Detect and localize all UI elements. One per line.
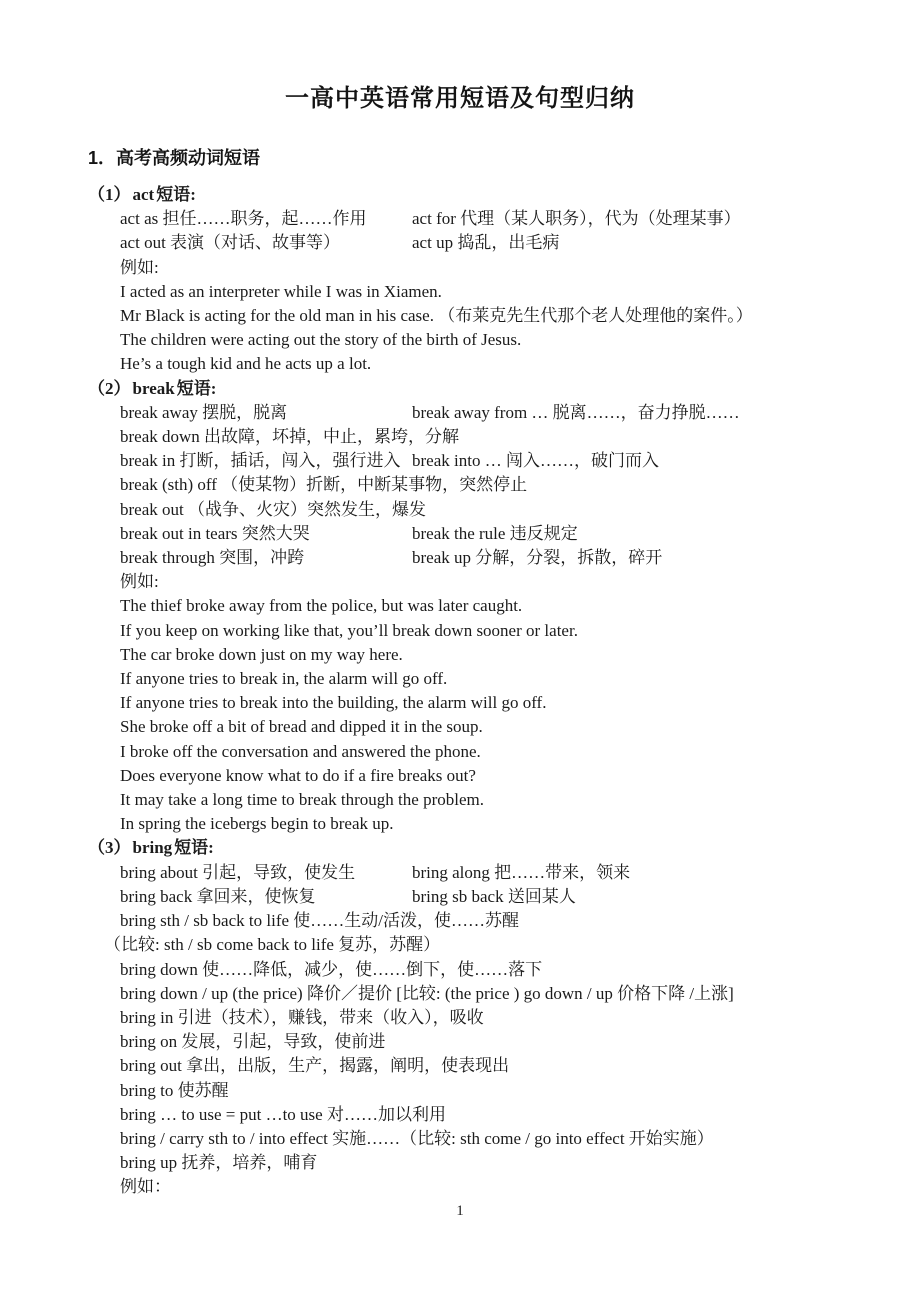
phrase-pair-row	[88, 231, 840, 255]
phrase-left: bring back 拿回来，使恢复	[120, 886, 316, 906]
section-heading: 1．高考高频动词短语	[88, 148, 261, 168]
example-line: The children were acting out the story of the birth of Jesus.	[120, 330, 522, 350]
page-title: 一高中英语常用短语及句型归纳	[285, 85, 635, 112]
phrase-right: act for 代理（某人职务），代为（处理某事）	[412, 209, 741, 229]
phrase-left: break in 打断，插话，闯入，强行进入	[120, 451, 401, 471]
group-verb: break	[132, 378, 175, 398]
phrase-left: break away 摆脱，脱离	[120, 402, 288, 422]
group-suffix: 短语:	[156, 185, 196, 204]
phrase-right: break up 分解，分裂，拆散，碎开	[412, 548, 663, 568]
group-suffix: 短语:	[176, 378, 217, 398]
group-marker: （2）	[88, 378, 131, 398]
examples-label: 例如:	[120, 572, 159, 592]
phrase-right: bring along 把……带来，领来	[412, 862, 631, 882]
phrase-left: bring about 引起，导致，使发生	[120, 862, 356, 882]
example-line: It may take a long time to break through the problem.	[120, 790, 484, 810]
phrase-right: break the rule 违反规定	[412, 523, 578, 543]
phrase-pair-row	[88, 861, 840, 885]
group-marker: （1）	[88, 185, 131, 204]
phrase-group-break	[88, 377, 840, 837]
phrase-line: bring on 发展，引起，导致，使前进	[120, 1032, 386, 1052]
phrase-group-act	[88, 183, 840, 377]
examples-label: 例如:	[120, 257, 159, 277]
phrase-line: bring down / up (the price) 降价／提价 [比较: (the price ) go down / up 价格下降 /上涨]	[120, 983, 734, 1003]
example-line: I broke off the conversation and answered the phone.	[120, 741, 481, 761]
example-line: If anyone tries to break in, the alarm will go off.	[120, 669, 448, 689]
phrase-line: bring in 引进（技术），赚钱，带来（收入），吸收	[120, 1007, 484, 1027]
phrase-right: act up 捣乱，出毛病	[412, 233, 560, 253]
phrase-pair-row	[88, 449, 840, 473]
group-header	[88, 836, 840, 860]
phrase-line: bring out 拿出，出版，生产，揭露，阐明，使表现出	[120, 1056, 510, 1076]
phrase-line: break (sth) off （使某物）折断，中断某事物，突然停止	[120, 475, 528, 495]
phrase-line: bring up 抚养，培养，哺育	[120, 1153, 318, 1173]
phrase-pair-row	[88, 546, 840, 570]
example-line: He’s a tough kid and he acts up a lot.	[120, 354, 372, 374]
phrase-left: break out in tears 突然大哭	[120, 523, 310, 543]
phrase-right: break into … 闯入……，破门而入	[412, 451, 659, 471]
example-line: In spring the icebergs begin to break up.	[120, 814, 394, 834]
phrase-line: bring … to use = put …to use 对……加以利用	[120, 1104, 446, 1124]
phrase-right: bring sb back 送回某人	[412, 886, 576, 906]
group-verb: act	[132, 185, 155, 204]
example-line: Mr Black is acting for the old man in his case. （布莱克先生代那个老人处理他的案件。）	[120, 306, 753, 326]
phrase-line: bring / carry sth to / into effect 实施……（比较: sth come / go into effect 开始实施）	[120, 1128, 714, 1148]
group-header	[88, 183, 840, 207]
phrase-left: break through 突围，冲跨	[120, 548, 305, 568]
phrase-pair-row	[88, 522, 840, 546]
phrase-pair-row	[88, 401, 840, 425]
phrase-left: act as 担任……职务，起……作用	[120, 209, 367, 229]
phrase-line: bring down 使……降低，减少，使……倒下，使……落下	[120, 959, 543, 979]
example-line: She broke off a bit of bread and dipped it in the soup.	[120, 717, 483, 737]
group-header	[88, 377, 840, 401]
document-body	[88, 183, 840, 1200]
group-verb: bring	[132, 838, 173, 858]
note-line: （比较: sth / sb come back to life 复苏，苏醒）	[104, 935, 441, 955]
example-line: I acted as an interpreter while I was in Xiamen.	[120, 281, 442, 301]
phrase-line: bring to 使苏醒	[120, 1080, 229, 1100]
phrase-group-bring	[88, 836, 840, 1199]
example-line: If you keep on working like that, you’ll break down sooner or later.	[120, 620, 578, 640]
examples-label: 例如：	[120, 1177, 171, 1197]
phrase-pair-row	[88, 885, 840, 909]
phrase-pair-row	[88, 207, 840, 231]
phrase-line: break down 出故障，坏掉，中止，累垮，分解	[120, 427, 460, 447]
page-number: 1	[456, 1203, 464, 1219]
phrase-line: bring sth / sb back to life 使……生动/活泼，使……苏醒	[120, 911, 520, 931]
group-marker: （3）	[88, 838, 131, 858]
phrase-left: act out 表演（对话、故事等）	[120, 233, 341, 253]
phrase-right: break away from … 脱离……，奋力挣脱……	[412, 402, 740, 422]
example-line: Does everyone know what to do if a fire breaks out?	[120, 765, 476, 785]
group-suffix: 短语:	[174, 838, 214, 858]
example-line: The car broke down just on my way here.	[120, 644, 403, 664]
example-line: The thief broke away from the police, but was later caught.	[120, 596, 523, 616]
example-line: If anyone tries to break into the building, the alarm will go off.	[120, 693, 547, 713]
phrase-line: break out （战争、火灾）突然发生，爆发	[120, 499, 426, 519]
